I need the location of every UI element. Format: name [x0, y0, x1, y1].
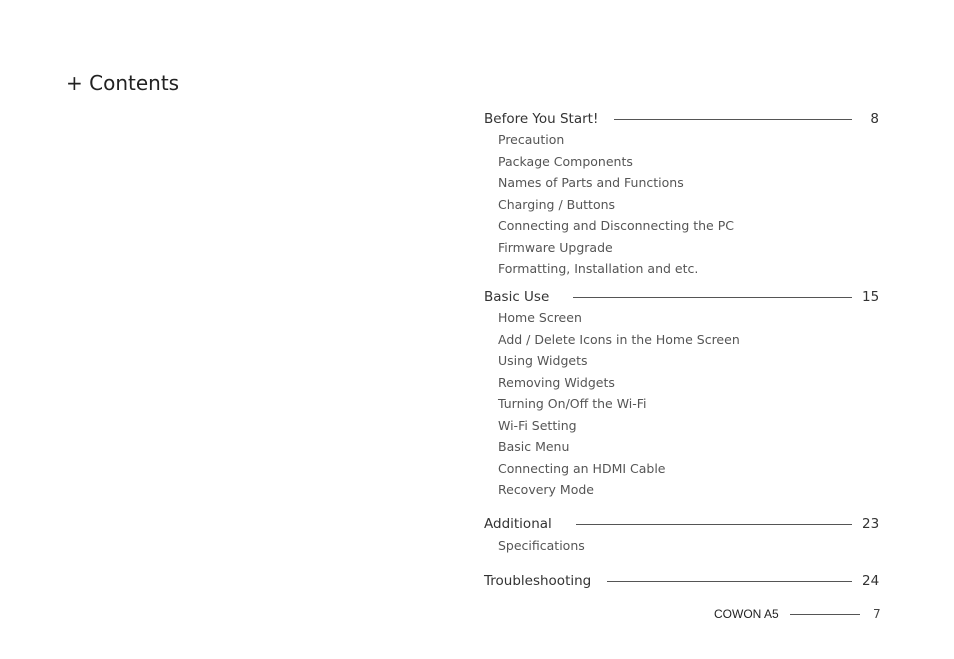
toc-item[interactable]: Recovery Mode [498, 482, 594, 497]
toc-item[interactable]: Specifications [498, 538, 585, 553]
toc-item[interactable]: Firmware Upgrade [498, 239, 613, 255]
toc-item[interactable]: Removing Widgets [498, 374, 615, 390]
toc-section-page-number: 23 [862, 516, 880, 532]
toc-section-heading[interactable] [484, 287, 879, 307]
toc-section-title: Before You Start! [484, 111, 599, 127]
footer-rule [790, 614, 860, 615]
toc-item[interactable]: Precaution [498, 132, 565, 147]
toc-section-troubleshooting [484, 571, 879, 591]
table-of-contents [484, 0, 879, 659]
toc-section-title: Troubleshooting [484, 573, 592, 589]
toc-item[interactable]: Turning On/Off the Wi-Fi [498, 396, 647, 411]
toc-item[interactable]: Add / Delete Icons in the Home Screen [498, 331, 740, 347]
toc-item[interactable]: Package Components [498, 153, 633, 169]
toc-section-heading[interactable] [484, 514, 879, 534]
leader-line [607, 581, 852, 582]
footer-brand: COWON A5 [714, 607, 779, 621]
toc-section-heading[interactable] [484, 571, 879, 591]
footer-page-number: 7 [873, 607, 881, 621]
toc-item[interactable]: Charging / Buttons [498, 196, 616, 212]
toc-item[interactable]: Home Screen [498, 310, 582, 325]
toc-item[interactable]: Names of Parts and Functions [498, 175, 684, 190]
toc-item[interactable]: Formatting, Installation and etc. [498, 261, 699, 276]
toc-section-page-number: 8 [870, 111, 879, 127]
page-footer [714, 605, 879, 623]
toc-item[interactable]: Basic Menu [498, 439, 570, 454]
toc-section-page-number: 15 [862, 289, 880, 305]
toc-section-page-number: 24 [862, 573, 880, 589]
toc-section-before-you-start [484, 109, 879, 280]
toc-section-title: Basic Use [484, 289, 550, 305]
toc-section-heading[interactable] [484, 109, 879, 129]
toc-item[interactable]: Wi-Fi Setting [498, 417, 577, 433]
toc-item[interactable]: Connecting and Disconnecting the PC [498, 218, 734, 233]
toc-section-additional [484, 514, 879, 557]
leader-line [573, 297, 852, 298]
leader-line [614, 119, 852, 120]
toc-section-basic-use [484, 287, 879, 501]
toc-item[interactable]: Connecting an HDMI Cable [498, 460, 666, 476]
toc-item-list [484, 307, 879, 501]
page-title: + Contents [66, 71, 180, 95]
leader-line [576, 524, 852, 525]
toc-item-list [484, 535, 879, 557]
toc-item-list [484, 129, 879, 280]
toc-section-title: Additional [484, 516, 552, 532]
toc-item[interactable]: Using Widgets [498, 353, 588, 368]
